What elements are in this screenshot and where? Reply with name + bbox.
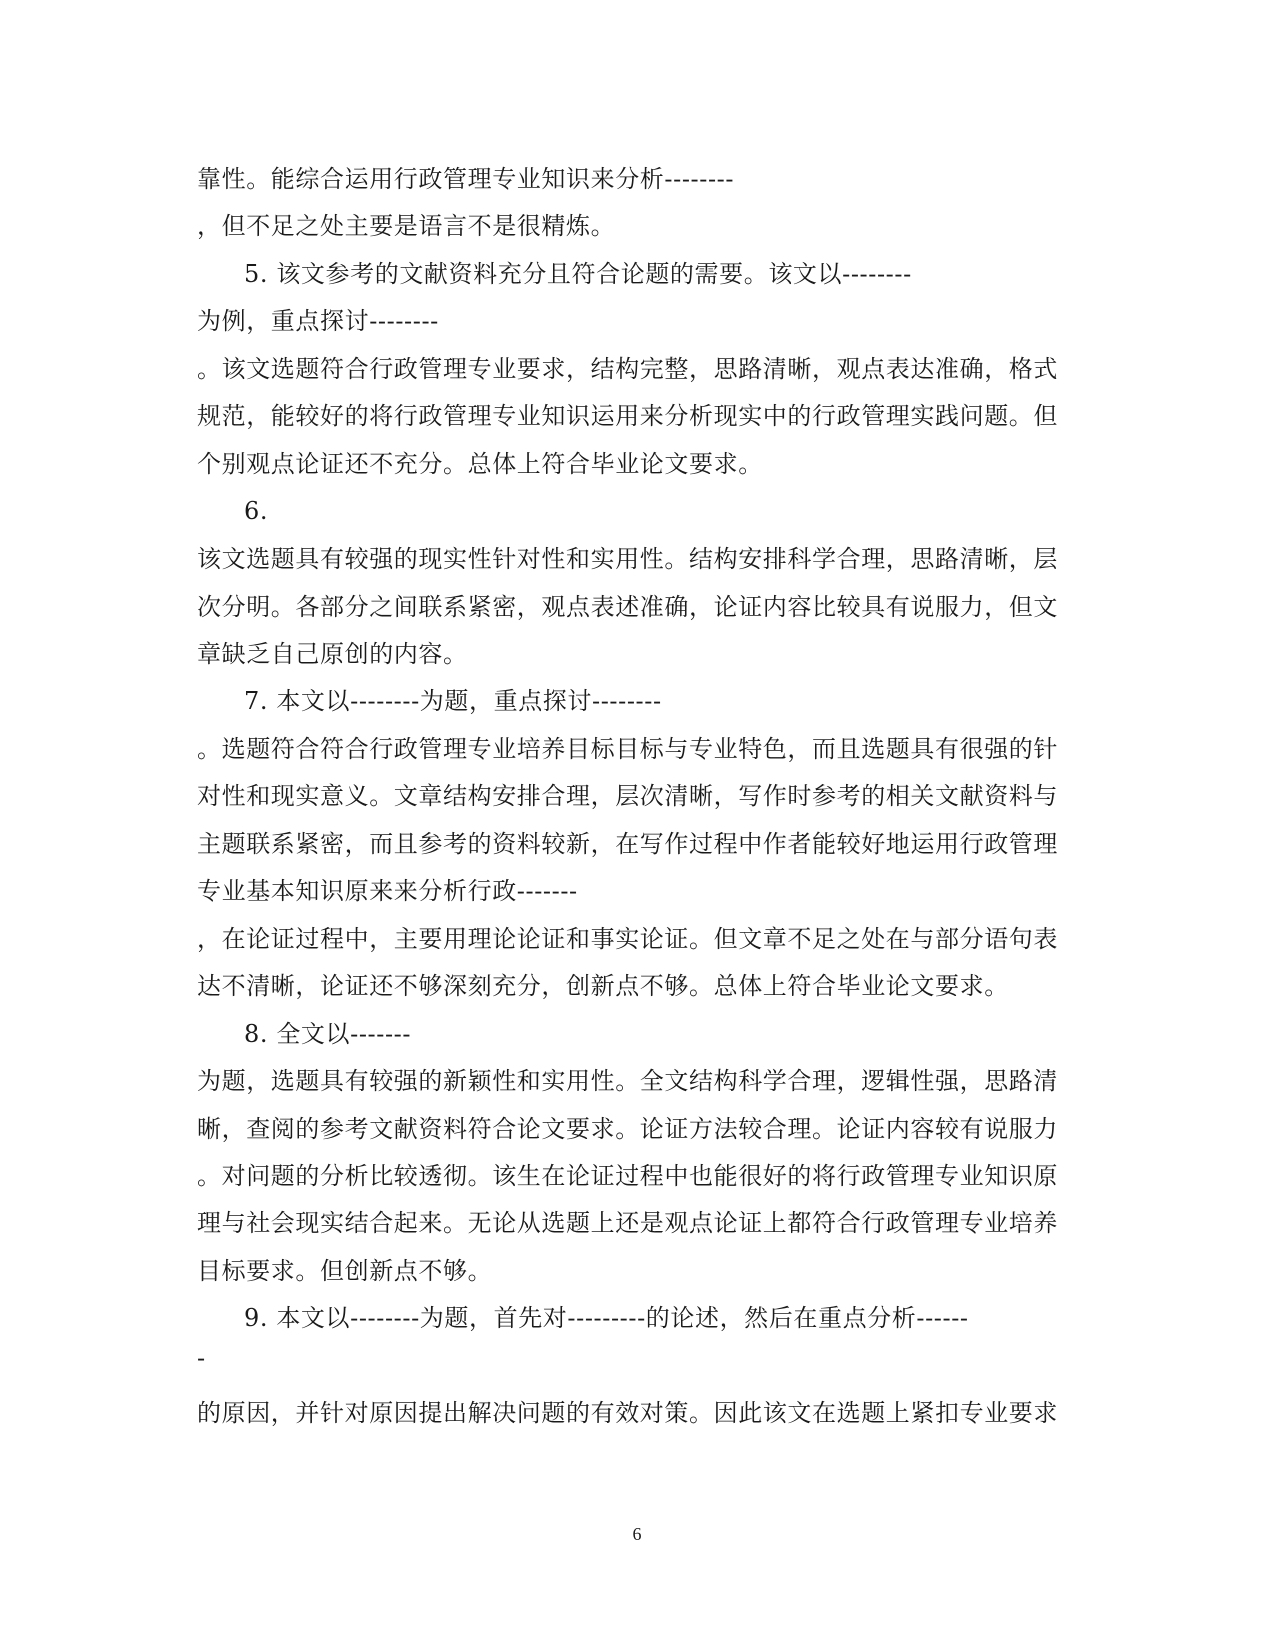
text-line: 6. [244,497,269,525]
text-line: 规范，能较好的将行政管理专业知识运用来分析现实中的行政管理实践问题。但 [197,402,1058,430]
text-line: 8. 全文以------- [244,1020,412,1048]
text-line: 的原因，并针对原因提出解决问题的有效对策。因此该文在选题上紧扣专业要求 [197,1399,1058,1427]
text-line: 7. 本文以--------为题，重点探讨-------- [244,687,662,715]
text-line: 。选题符合符合行政管理专业培养目标目标与专业特色，而且选题具有很强的针 [197,735,1058,763]
text-line: 为例，重点探讨-------- [197,307,439,335]
text-line: 章缺乏自己原创的内容。 [197,640,468,668]
text-line: 目标要求。但创新点不够。 [197,1257,493,1285]
text-line: 对性和现实意义。文章结构安排合理，层次清晰，写作时参考的相关文献资料与 [197,782,1058,810]
text-line: 理与社会现实结合起来。无论从选题上还是观点论证上都符合行政管理专业培养 [197,1209,1058,1237]
text-line: 专业基本知识原来来分析行政------- [197,877,578,905]
text-line: 5. 该文参考的文献资料充分且符合论题的需要。该文以-------- [244,260,912,288]
text-line: 靠性。能综合运用行政管理专业知识来分析-------- [197,165,735,193]
text-line: 该文选题具有较强的现实性针对性和实用性。结构安排科学合理，思路清晰，层 [197,545,1058,573]
text-line: 。该文选题符合行政管理专业要求，结构完整，思路清晰，观点表达准确，格式 [197,355,1058,383]
text-line: 9. 本文以--------为题，首先对---------的论述，然后在重点分析------ [244,1304,969,1332]
text-line: 。对问题的分析比较透彻。该生在论证过程中也能很好的将行政管理专业知识原 [197,1162,1058,1190]
text-line: 达不清晰，论证还不够深刻充分，创新点不够。总体上符合毕业论文要求。 [197,972,1009,1000]
text-line: ，在论证过程中，主要用理论论证和事实论证。但文章不足之处在与部分语句表 [197,925,1058,953]
page-number: 6 [632,1524,642,1544]
text-line: 次分明。各部分之间联系紧密，观点表述准确，论证内容比较具有说服力，但文 [197,593,1058,621]
text-line: - [197,1344,206,1372]
text-line: ，但不足之处主要是语言不是很精炼。 [197,212,616,240]
text-line: 个别观点论证还不充分。总体上符合毕业论文要求。 [197,450,763,478]
text-line: 晰，查阅的参考文献资料符合论文要求。论证方法较合理。论证内容较有说服力 [197,1115,1058,1143]
text-line: 主题联系紧密，而且参考的资料较新，在写作过程中作者能较好地运用行政管理 [197,830,1058,858]
text-line: 为题，选题具有较强的新颖性和实用性。全文结构科学合理，逻辑性强，思路清 [197,1067,1058,1095]
